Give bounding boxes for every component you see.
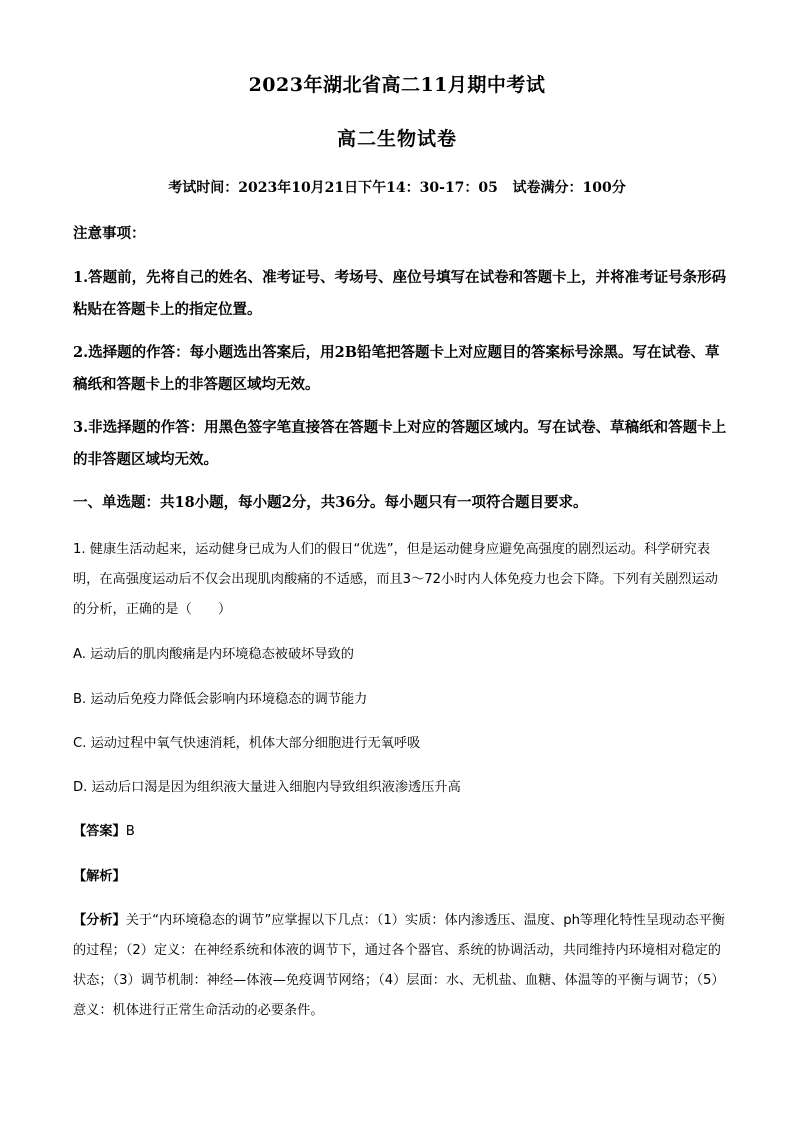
option-a: A. 运动后的肌肉酸痛是内环境稳态被破坏导致的 [73,647,354,662]
page-title: 2023年湖北省高二11月期中考试 [248,74,546,96]
exam-info: 考试时间：2023年10月21日下午14：30-17：05 试卷满分：100分 [168,180,626,196]
analysis-text: 关于“内环境稳态的调节”应掌握以下几点：（1）实质：体内渗透压、温度、ph等理化特性呈现动态平衡的过程；（2）定义：在神经系统和体液的调节下，通过各个器官、系统的协调活动，共同维持内环境相对稳定的状态；（3）调节机制：神经—体液—免疫调节网络；（4）层面：水、无机盐、血糖、体温等的平衡与调节；（5）意义：机体进行正常生命活动的必要条件。 [73,913,725,1018]
section-heading: 一、单选题：共18小题，每小题2分，共36分。每小题只有一项符合题目要求。 [73,494,588,511]
option-c: C. 运动过程中氧气快速消耗，机体大部分细胞进行无氧呼吸 [73,736,421,751]
option-d: D. 运动后口渴是因为组织液大量进入细胞内导致组织液渗透压升高 [73,780,461,795]
option-b: B. 运动后免疫力降低会影响内环境稳态的调节能力 [73,692,368,707]
notice-item-3: 3.非选择题的作答：用黑色签字笔直接答在答题卡上对应的答题区域内。写在试卷、草稿纸和答题卡上的非答题区域均无效。 [73,419,727,468]
notice-heading: 注意事项： [73,225,146,242]
answer-tag: 【答案】 [73,824,126,839]
analysis-tag: 【解析】 [73,869,126,884]
analysis-body [73,906,729,1026]
answer-value: B [125,824,135,839]
notice-item-2: 2.选择题的作答：每小题选出答案后，用2B铅笔把答题卡上对应题目的答案标号涂黑。写在试卷、草稿纸和答题卡上的非答题区域均无效。 [73,344,720,393]
answer-line [73,817,729,847]
analysis-heading [73,862,729,892]
analysis-sub-tag: 【分析】 [73,913,126,928]
notice-item-1: 1.答题前，先将自己的姓名、准考证号、考场号、座位号填写在试卷和答题卡上，并将准考证号条形码粘贴在答题卡上的指定位置。 [73,269,727,318]
question-stem: 1. 健康生活动起来，运动健身已成为人们的假日“优选”，但是运动健身应避免高强度的剧烈运动。科学研究表明，在高强度运动后不仅会出现肌肉酸痛的不适感，而且3～72小时内人体免疫力也会下降。下列有关剧烈运动的分析，正确的是（ ） [73,542,718,617]
page-subtitle: 高二生物试卷 [336,128,457,150]
